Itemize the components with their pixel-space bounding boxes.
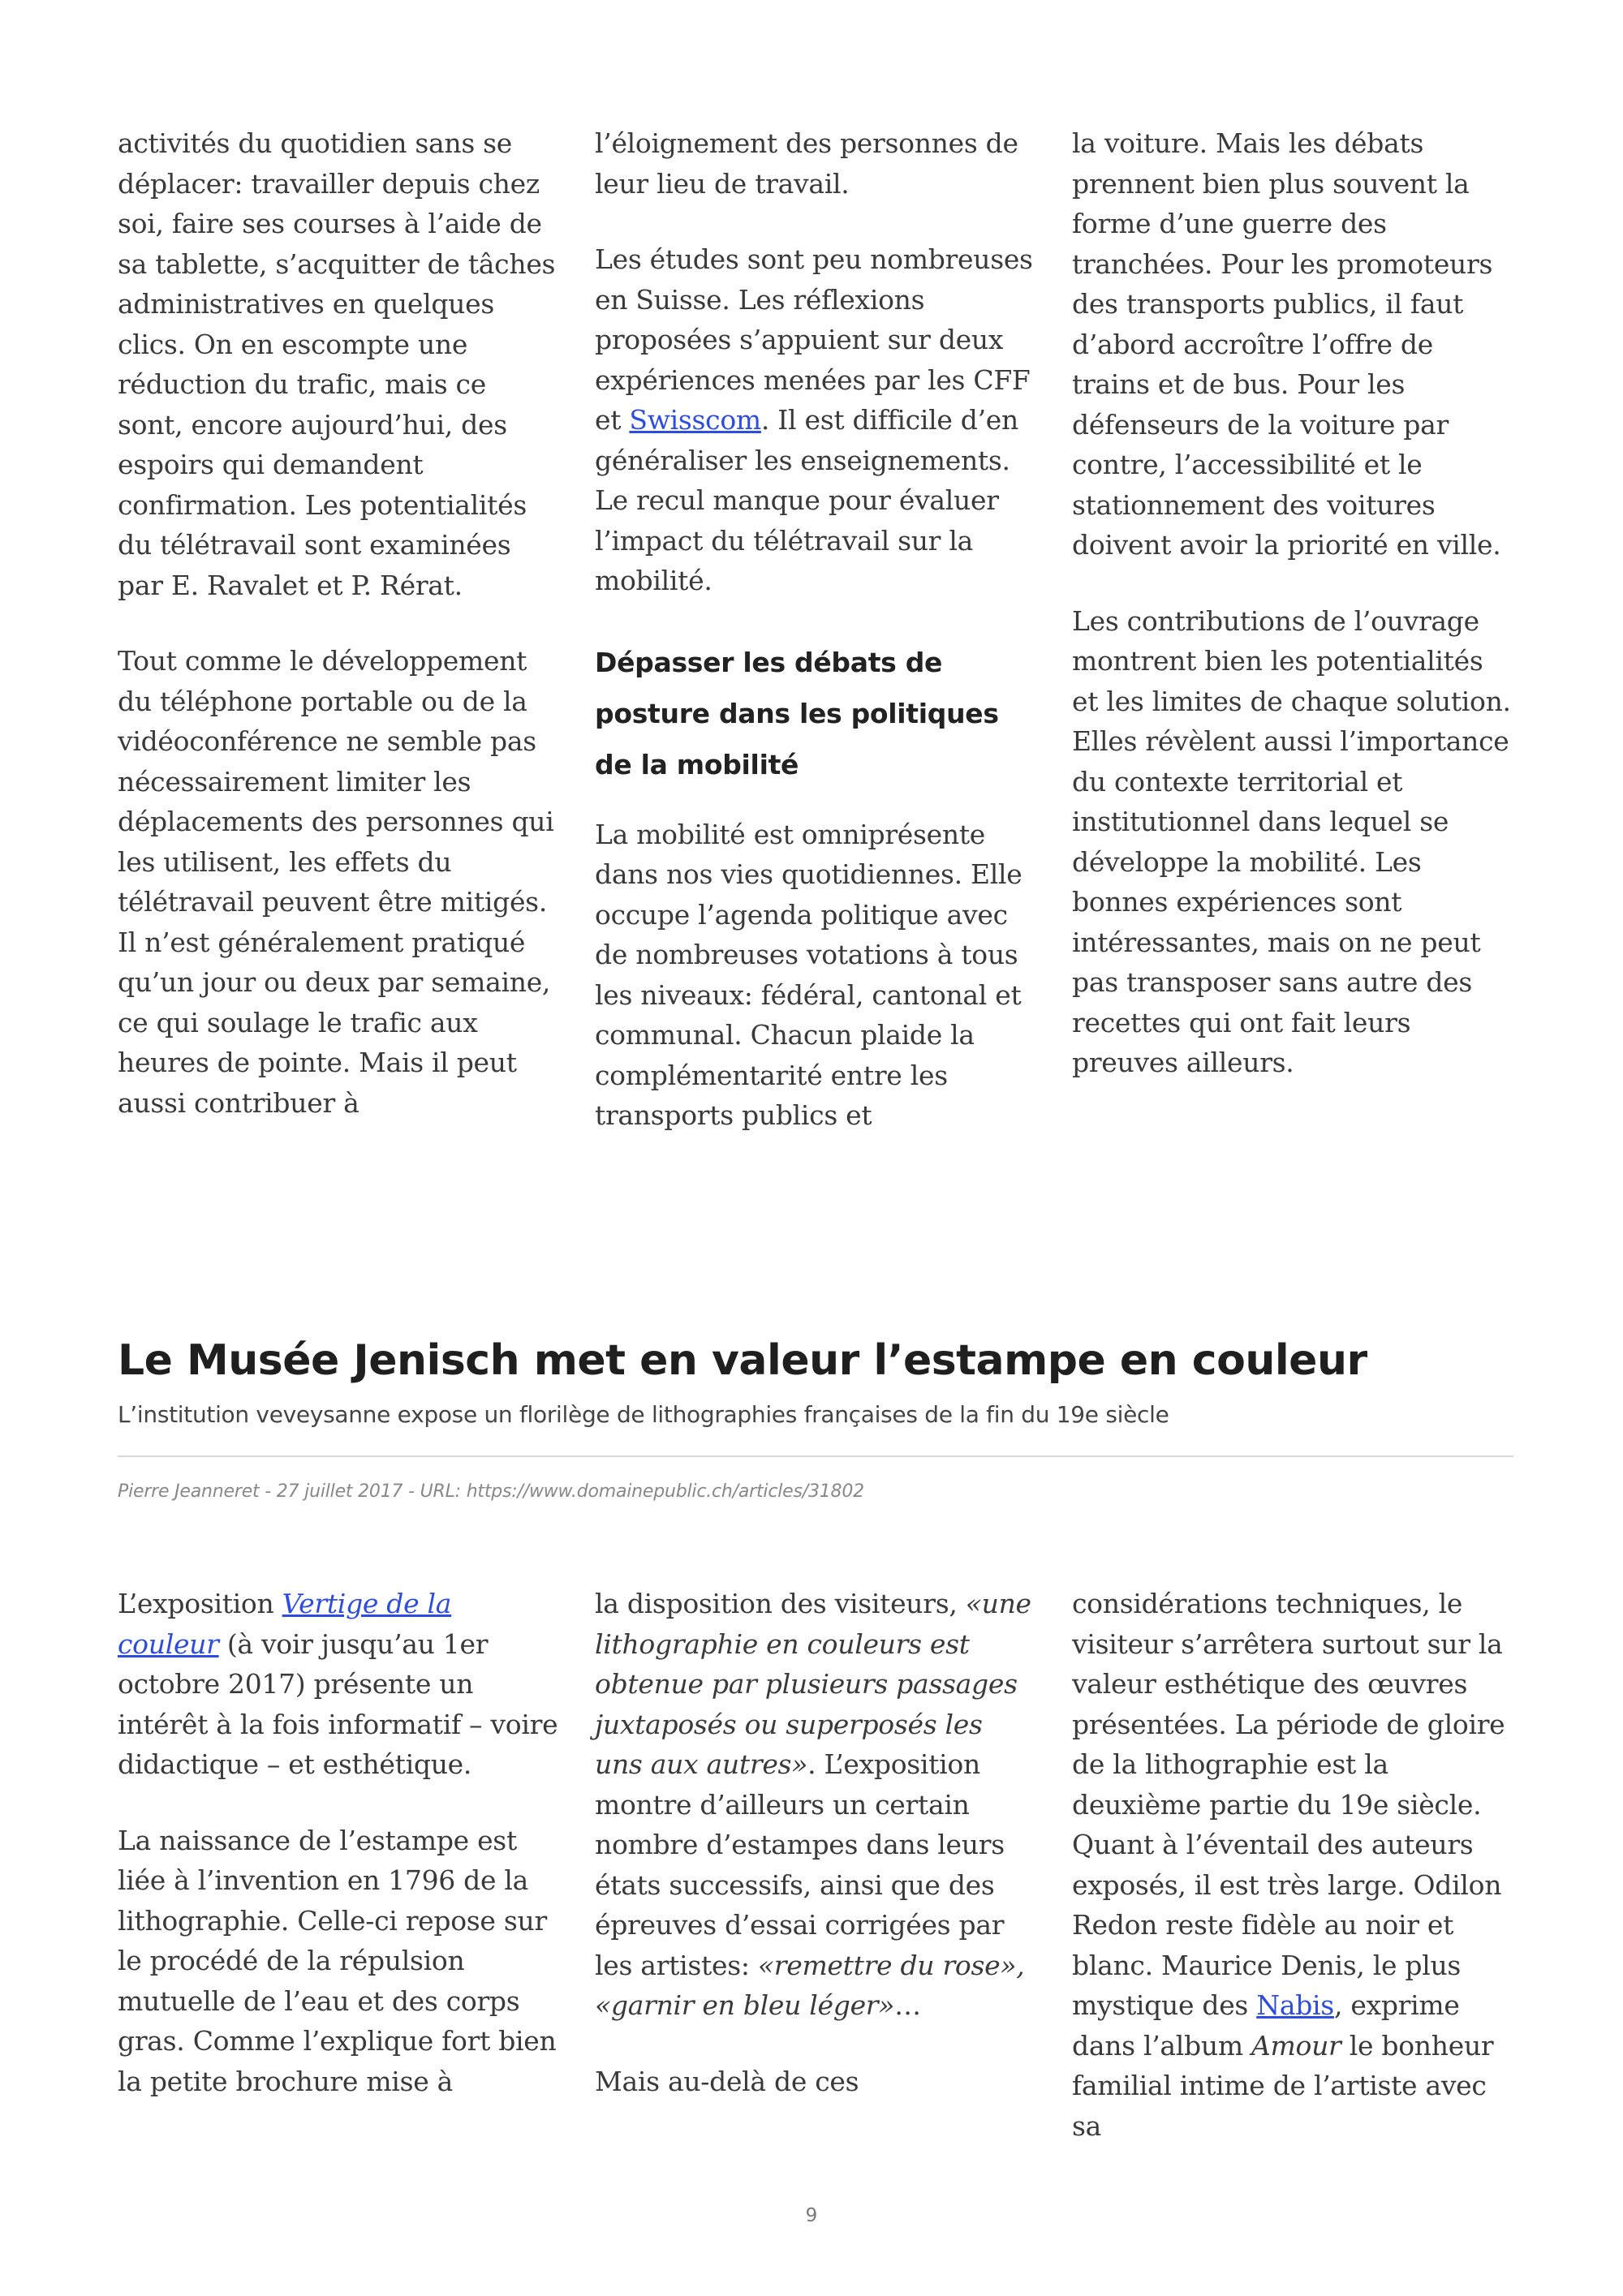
column-2 (595, 1584, 1036, 2146)
article-title: Le Musée Jenisch met en valeur l’estampe en couleur (118, 1336, 1367, 1385)
paragraph (595, 239, 1036, 601)
paragraph: Les contributions de l’ouvrage montrent bien les potentialités et les limites de chaque solution. Elles révèlent aussi l’importance du contexte territorial et institutionnel dans lequel se développe la mobilité. Les bonnes expériences sont intéressantes, mais on ne peut pas transposer sans autre des recettes qui ont fait leurs preuves ailleurs. (1072, 604, 1511, 1078)
quote: «une lithographie en couleurs est obtenue par plusieurs passages juxtaposés ou superposés les uns aux autres» (595, 1588, 1031, 1780)
text: … (894, 1989, 921, 2021)
divider (118, 1455, 1513, 1457)
text: L’exposition (118, 1588, 282, 1619)
text: considérations techniques, le visiteur s’arrêtera surtout sur la valeur esthétique des œuvres présentées. La période de gloire de la lithographie est la deuxième partie du 19e siècle. Quant à l’éventail des auteurs exposés, il est très large. Odilon Redon reste fidèle au noir et blanc. Maurice Denis, le plus mystique des (1072, 1588, 1505, 2021)
paragraph: Mais au-delà de ces (595, 2065, 859, 2097)
text: la disposition des visiteurs, (595, 1588, 966, 1619)
column-3 (1072, 1584, 1513, 2146)
section-heading: Dépasser les débats de posture dans les politiques de la mobilité (595, 646, 999, 780)
quote: «remettre du rose», «garnir en bleu léger» (595, 1949, 1025, 2021)
article-header (118, 1331, 1513, 1502)
paragraph: la voiture. Mais les débats prennent bien plus souvent la forme d’une guerre des tranchées. Pour les promoteurs des transports publics, il faut d’abord accroître l’offre de trains et de bus. Pour les défenseurs de la voiture par contre, l’accessibilité et le stationnement des voitures doivent avoir la priorité en ville. (1072, 127, 1501, 561)
column-1 (118, 1584, 559, 2146)
album-title: Amour (1251, 2029, 1341, 2062)
paragraph (118, 1584, 559, 1785)
article-subtitle: L’institution veveysanne expose un florilège de lithographies françaises de la fin du 19e siècle (118, 1401, 1169, 1428)
text: . Il est difficile d’en généraliser les enseignements. Le recul manque pour évaluer l’impact du télétravail sur la mobilité. (595, 404, 1018, 596)
text: , exprime dans l’album (1072, 1989, 1460, 2062)
page-number: 9 (805, 2205, 818, 2226)
text: Les études sont peu nombreuses en Suisse. Les réflexions proposées s’appuient sur deux expériences menées par les CFF et (595, 243, 1033, 436)
text: (à voir jusqu’au 1er octobre 2017) présente un intérêt à la fois informatif – voire didactique – et esthétique. (118, 1627, 558, 1780)
text: le bonheur familial intime de l’artiste avec sa (1072, 2029, 1494, 2142)
swisscom-link[interactable]: Swisscom (629, 404, 761, 436)
paragraph: La naissance de l’estampe est liée à l’invention en 1796 de la lithographie. Celle-ci repose sur le procédé de la répulsion mutuelle de l’eau et des corps gras. Comme l’explique fort bien la petite brochure mise à (118, 1824, 557, 2097)
column-3 (1072, 123, 1513, 1136)
paragraph (1072, 1584, 1513, 2146)
column-2 (595, 123, 1036, 1136)
column-1 (118, 123, 559, 1136)
paragraph (595, 1584, 1036, 2026)
paragraph: activités du quotidien sans se déplacer: travailler depuis chez soi, faire ses courses à l’aide de sa tablette, s’acquitter de tâches administratives en quelques clics. On en escompte une réduction du trafic, mais ce sont, encore aujourd’hui, des espoirs qui demandent confirmation. Les potentialités du télétravail sont examinées par E. Ravalet et P. Rérat. (118, 127, 556, 601)
text: . L’exposition montre d’ailleurs un certain nombre d’estampes dans leurs états successifs, ainsi que des épreuves d’essai corrigées par les artistes: (595, 1748, 1005, 1981)
paragraph: l’éloignement des personnes de leur lieu de travail. (595, 127, 1018, 200)
top-columns (118, 123, 1513, 1136)
bottom-columns (118, 1584, 1513, 2146)
link-text: Vertige de la couleur (118, 1588, 452, 1660)
article-meta: Pierre Jeanneret - 27 juillet 2017 - URL: https://www.domainepublic.ch/articles/31802 (118, 1481, 864, 1502)
paragraph: Tout comme le développement du téléphone portable ou de la vidéoconférence ne semble pas nécessairement limiter les déplacements des personnes qui les utilisent, les effets du télétravail peuvent être mitigés. Il n’est généralement pratiqué qu’un jour ou deux par semaine, ce qui soulage le trafic aux heures de pointe. Mais il peut aussi contribuer à (118, 645, 554, 1119)
paragraph: La mobilité est omniprésente dans nos vies quotidiennes. Elle occupe l’agenda politique avec de nombreuses votations à tous les niveaux: fédéral, cantonal et communal. Chacun plaide la complémentarité entre les transports publics et (595, 818, 1022, 1131)
nabis-link[interactable]: Nabis (1256, 1989, 1334, 2021)
